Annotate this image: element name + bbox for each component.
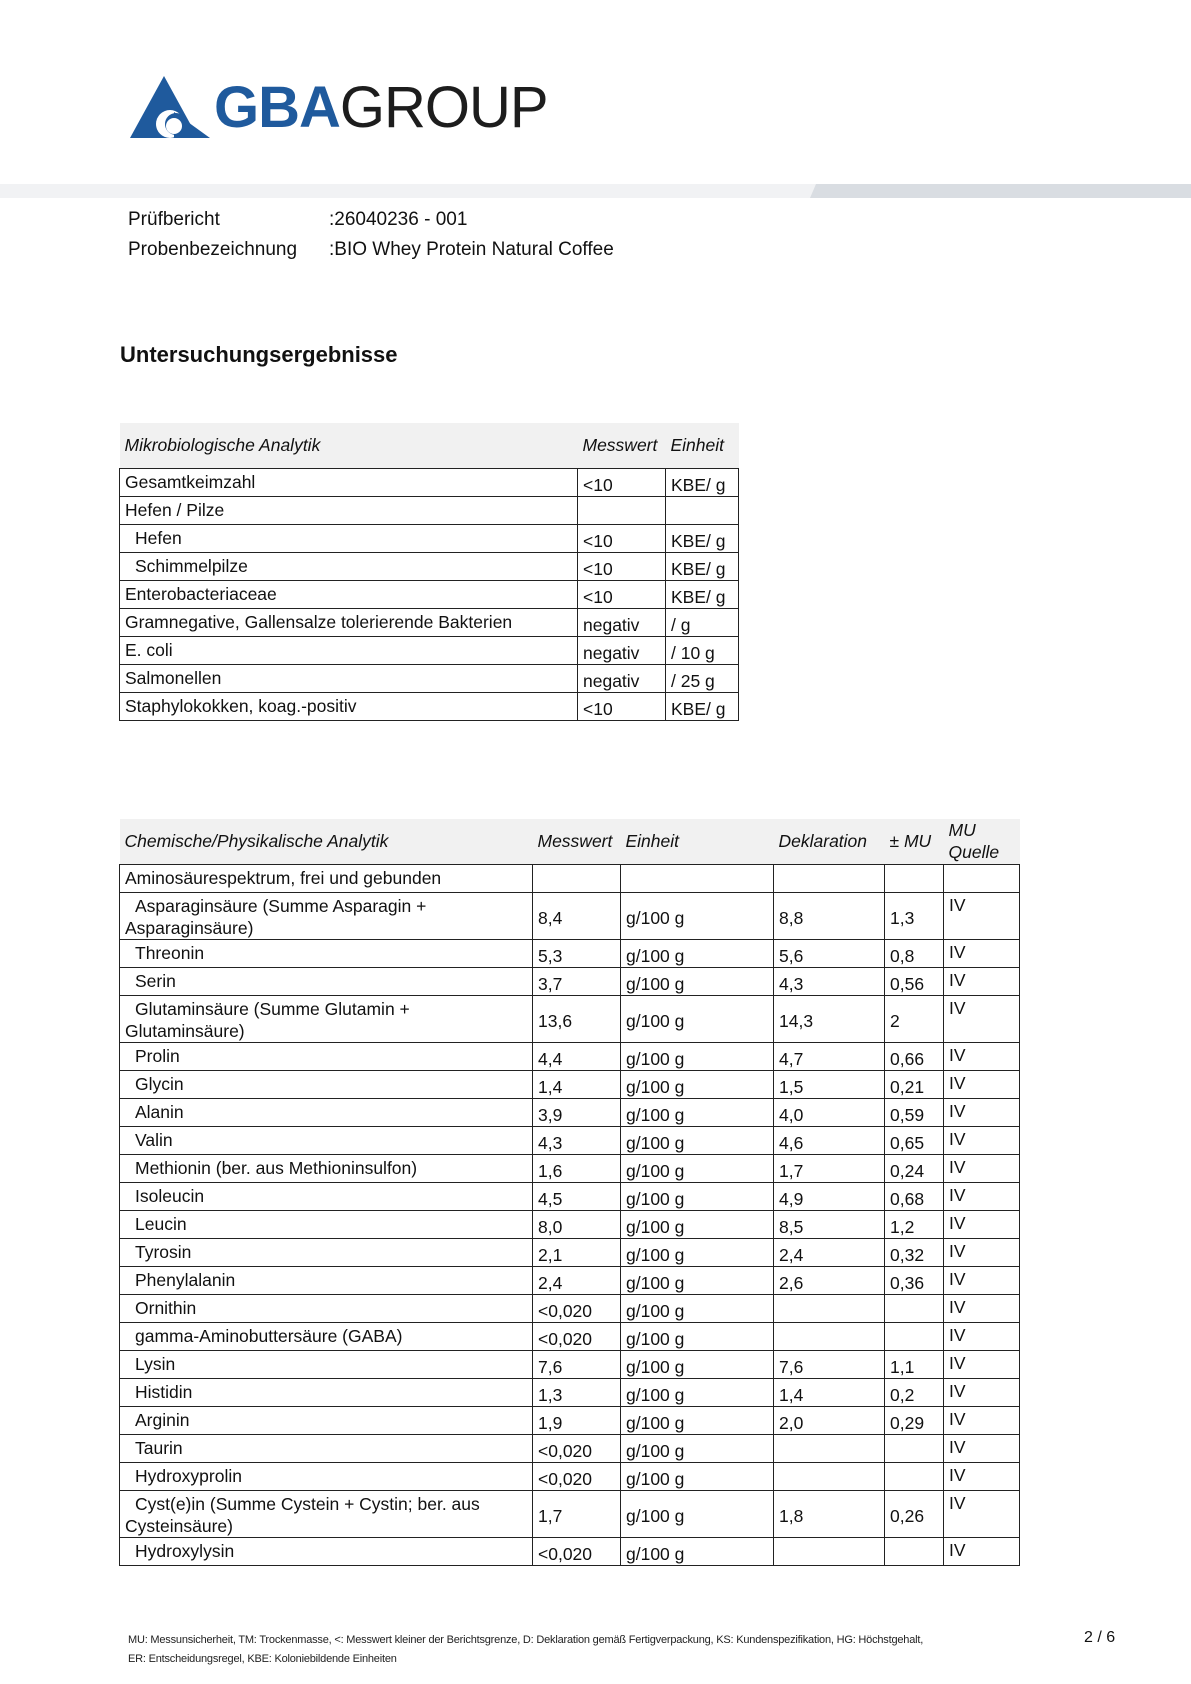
measured-value: 1,9 [533,1406,621,1434]
mu-value [885,1537,944,1565]
chem-header-value: Messwert [533,819,621,864]
unit [666,496,739,524]
analyte-name-text: Ornithin [135,1297,197,1318]
analyte-name [120,1462,533,1490]
measured-value: 1,4 [533,1070,621,1098]
mu-source: IV [944,1182,1020,1210]
analyte-name: Gesamtkeimzahl [120,468,578,496]
mu-value: 0,68 [885,1182,944,1210]
analyte-name-text: Threonin [135,942,205,963]
measured-value: 5,3 [533,939,621,967]
unit: g/100 g [621,1462,774,1490]
table-row [120,1378,1020,1406]
unit: / g [666,608,739,636]
unit: KBE/ g [666,692,739,720]
declaration [774,1434,885,1462]
analyte-name [120,939,533,967]
analyte-name-text: Serin [135,970,176,991]
measured-value: <10 [578,552,666,580]
declaration [774,1294,885,1322]
measured-value: 4,4 [533,1042,621,1070]
mu-source [944,864,1020,892]
measured-value: negativ [578,636,666,664]
analyte-name-text: Taurin [135,1437,183,1458]
measured-value: 4,5 [533,1182,621,1210]
analyte-name-continuation: Cysteinsäure) [125,1515,233,1536]
meta-label: Probenbezeichnung [128,239,298,260]
analyte-name-text: Cyst(e)in (Summe Cystein + Cystin; ber. aus [135,1493,480,1514]
page-number: 2 / 6 [1084,1629,1116,1646]
analyte-name: E. coli [120,636,578,664]
mu-source: IV [944,1070,1020,1098]
measured-value: negativ [578,608,666,636]
mu-value: 0,36 [885,1266,944,1294]
table-row [120,552,739,580]
unit: g/100 g [621,1042,774,1070]
analyte-name [120,1042,533,1070]
micro-header-name: Mikrobiologische Analytik [120,423,578,468]
table-row [120,995,1020,1042]
analyte-name: Hefen [120,524,578,552]
analyte-name-text: Hydroxyprolin [135,1465,242,1486]
table-row [120,1406,1020,1434]
unit: g/100 g [621,1378,774,1406]
table-row [120,1537,1020,1565]
measured-value: <10 [578,580,666,608]
analyte-name-continuation: Glutaminsäure) [125,1020,245,1041]
analyte-name-text: Leucin [135,1213,187,1234]
measured-value: 1,6 [533,1154,621,1182]
table-row [120,1462,1020,1490]
analyte-name: Gramnegative, Gallensalze tolerierende Bakterien [120,608,578,636]
header-strip-accent [810,184,1191,198]
table-row [120,468,739,496]
analyte-name-text: Valin [135,1129,173,1150]
declaration: 14,3 [774,995,885,1042]
measured-value: 4,3 [533,1126,621,1154]
declaration [774,1462,885,1490]
mu-value [885,1434,944,1462]
declaration: 1,8 [774,1490,885,1537]
mu-source: IV [944,1406,1020,1434]
unit: / 25 g [666,664,739,692]
table-row [120,608,739,636]
table-row [120,1154,1020,1182]
mu-source: IV [944,1294,1020,1322]
declaration: 1,5 [774,1070,885,1098]
mu-source: IV [944,1350,1020,1378]
mu-source: IV [944,1490,1020,1537]
analyte-name: Enterobacteriaceae [120,580,578,608]
analyte-name [120,1210,533,1238]
chem-header-mu-source: MU Quelle [944,819,1020,864]
unit: KBE/ g [666,552,739,580]
meta-value: :BIO Whey Protein Natural Coffee [329,239,614,260]
analyte-name [120,1490,533,1537]
table-row [120,496,739,524]
declaration: 4,3 [774,967,885,995]
mu-source: IV [944,1266,1020,1294]
analyte-name [120,1154,533,1182]
unit: g/100 g [621,1070,774,1098]
measured-value: 13,6 [533,995,621,1042]
analyte-name [120,892,533,939]
mu-value: 0,59 [885,1098,944,1126]
mu-value: 0,8 [885,939,944,967]
table-row [120,1210,1020,1238]
micro-header-value: Messwert [578,423,666,468]
analyte-name: Hefen / Pilze [120,496,578,524]
analyte-name [120,1322,533,1350]
analyte-name [120,1126,533,1154]
logo-text-gba: GBA [214,75,340,140]
table-row [120,864,1020,892]
table-row [120,580,739,608]
unit: g/100 g [621,1182,774,1210]
micro-table-header [120,423,739,468]
unit: g/100 g [621,892,774,939]
mu-source: IV [944,1126,1020,1154]
mu-value: 1,1 [885,1350,944,1378]
analyte-name [120,995,533,1042]
analyte-name [120,1434,533,1462]
declaration: 2,6 [774,1266,885,1294]
measured-value: 1,7 [533,1490,621,1537]
analyte-name-text: Prolin [135,1045,180,1066]
mu-value [885,1294,944,1322]
analyte-name-text: Lysin [135,1353,176,1374]
unit: g/100 g [621,1154,774,1182]
table-row [120,1042,1020,1070]
declaration: 4,7 [774,1042,885,1070]
mu-source: IV [944,1210,1020,1238]
mu-value: 1,3 [885,892,944,939]
meta-label: Prüfbericht [128,209,220,230]
mu-source: IV [944,995,1020,1042]
unit: g/100 g [621,1322,774,1350]
table-row [120,1322,1020,1350]
analyte-name-text: gamma-Aminobuttersäure (GABA) [135,1325,403,1346]
mu-source: IV [944,1098,1020,1126]
measured-value: <0,020 [533,1294,621,1322]
measured-value: 3,9 [533,1098,621,1126]
table-row [120,1490,1020,1537]
unit: g/100 g [621,1238,774,1266]
table-row [120,1098,1020,1126]
analyte-name [120,1266,533,1294]
unit: g/100 g [621,939,774,967]
analyte-name [120,1537,533,1565]
analyte-name: Salmonellen [120,664,578,692]
measured-value: <10 [578,524,666,552]
logo-wordmark [214,75,548,140]
declaration: 8,8 [774,892,885,939]
analyte-name-text: Histidin [135,1381,193,1402]
unit: g/100 g [621,1490,774,1537]
analyte-name: Schimmelpilze [120,552,578,580]
analyte-name-text: Tyrosin [135,1241,192,1262]
mu-value: 0,2 [885,1378,944,1406]
mu-value: 1,2 [885,1210,944,1238]
mu-value: 0,21 [885,1070,944,1098]
mu-value [885,1322,944,1350]
table-row [120,664,739,692]
unit: g/100 g [621,1266,774,1294]
unit: KBE/ g [666,580,739,608]
unit: g/100 g [621,995,774,1042]
declaration: 7,6 [774,1350,885,1378]
measured-value: <0,020 [533,1434,621,1462]
analyte-name [120,967,533,995]
measured-value: 1,3 [533,1378,621,1406]
analyte-name [120,1070,533,1098]
analyte-name-text: Alanin [135,1101,184,1122]
measured-value: <0,020 [533,1537,621,1565]
logo-text-group: GROUP [339,75,548,140]
analyte-name [120,1182,533,1210]
unit: g/100 g [621,1294,774,1322]
analyte-name [120,1378,533,1406]
table-row [120,1266,1020,1294]
unit: g/100 g [621,1126,774,1154]
table-row [120,1238,1020,1266]
measured-value: <0,020 [533,1462,621,1490]
table-row [120,1070,1020,1098]
unit: g/100 g [621,1210,774,1238]
section-title: Untersuchungsergebnisse [120,342,398,367]
measured-value: 3,7 [533,967,621,995]
table-row [120,892,1020,939]
analyte-name-text: Aminosäurespektrum, frei und gebunden [125,867,442,888]
mu-source: IV [944,892,1020,939]
footer-legend-line: MU: Messunsicherheit, TM: Trockenmasse, <: Messwert kleiner der Berichtsgrenze, D: Deklaration gemäß Fertigverpackung, KS: Kundenspezifikation, HG: Höchstgehalt, [128,1634,924,1646]
analyte-name-text: Glutaminsäure (Summe Glutamin + [135,998,410,1019]
unit: g/100 g [621,1098,774,1126]
footer-legend [128,1631,988,1669]
measured-value: <0,020 [533,1322,621,1350]
mu-source: IV [944,1537,1020,1565]
measured-value: 8,0 [533,1210,621,1238]
company-logo [130,70,560,150]
analyte-name-text: Hydroxylysin [135,1540,235,1561]
declaration: 4,9 [774,1182,885,1210]
measured-value [533,864,621,892]
table-row [120,692,739,720]
analyte-name [120,1294,533,1322]
unit: KBE/ g [666,468,739,496]
analyte-name-text: Arginin [135,1409,190,1430]
analyte-name-text: Isoleucin [135,1185,205,1206]
unit: / 10 g [666,636,739,664]
chem-header-declaration: Deklaration [774,819,885,864]
measured-value: 8,4 [533,892,621,939]
mu-value [885,1462,944,1490]
mu-value: 0,29 [885,1406,944,1434]
table-row [120,1294,1020,1322]
analyte-name-text: Glycin [135,1073,184,1094]
declaration [774,864,885,892]
declaration [774,1537,885,1565]
declaration: 8,5 [774,1210,885,1238]
analyte-name [120,1238,533,1266]
unit: KBE/ g [666,524,739,552]
measured-value: 2,1 [533,1238,621,1266]
analyte-name-text: Methionin (ber. aus Methioninsulfon) [135,1157,418,1178]
unit: g/100 g [621,1537,774,1565]
declaration [774,1322,885,1350]
logo-mark-icon [130,76,210,140]
footer-legend-line: ER: Entscheidungsregel, KBE: Koloniebildende Einheiten [128,1653,397,1665]
measured-value: 2,4 [533,1266,621,1294]
mu-source: IV [944,1462,1020,1490]
analyte-name [120,1350,533,1378]
mu-value: 0,24 [885,1154,944,1182]
measured-value: negativ [578,664,666,692]
chem-table [119,819,1020,1566]
unit: g/100 g [621,967,774,995]
mu-value: 0,65 [885,1126,944,1154]
declaration: 2,4 [774,1238,885,1266]
declaration: 1,4 [774,1378,885,1406]
table-row [120,524,739,552]
analyte-name-text: Phenylalanin [135,1269,236,1290]
table-row [120,939,1020,967]
measured-value [578,496,666,524]
table-row [120,1182,1020,1210]
analyte-name: Staphylokokken, koag.-positiv [120,692,578,720]
declaration: 5,6 [774,939,885,967]
mu-source: IV [944,939,1020,967]
mu-source: IV [944,1322,1020,1350]
unit: g/100 g [621,1406,774,1434]
analyte-name [120,864,533,892]
table-row [120,1126,1020,1154]
chem-header-mu: ± MU [885,819,944,864]
mu-value: 2 [885,995,944,1042]
mu-value: 0,32 [885,1238,944,1266]
chem-header-unit: Einheit [621,819,774,864]
mu-value: 0,56 [885,967,944,995]
table-row [120,1434,1020,1462]
mu-value [885,864,944,892]
chem-header-name: Chemische/Physikalische Analytik [120,819,533,864]
mu-source: IV [944,967,1020,995]
table-row [120,636,739,664]
measured-value: <10 [578,692,666,720]
micro-header-unit: Einheit [666,423,739,468]
table-row [120,1350,1020,1378]
mu-source: IV [944,1238,1020,1266]
analyte-name-continuation: Asparaginsäure) [125,917,254,938]
mu-value: 0,66 [885,1042,944,1070]
mu-source: IV [944,1154,1020,1182]
declaration: 4,6 [774,1126,885,1154]
mu-value: 0,26 [885,1490,944,1537]
chem-table-header [120,819,1020,864]
micro-table [119,423,739,721]
unit: g/100 g [621,1434,774,1462]
table-row [120,967,1020,995]
mu-source: IV [944,1434,1020,1462]
analyte-name [120,1098,533,1126]
measured-value: <10 [578,468,666,496]
declaration: 4,0 [774,1098,885,1126]
analyte-name [120,1406,533,1434]
mu-source: IV [944,1378,1020,1406]
declaration: 1,7 [774,1154,885,1182]
meta-value: :26040236 - 001 [329,209,468,230]
unit [621,864,774,892]
analyte-name-text: Asparaginsäure (Summe Asparagin + [135,895,427,916]
declaration: 2,0 [774,1406,885,1434]
unit: g/100 g [621,1350,774,1378]
measured-value: 7,6 [533,1350,621,1378]
mu-source: IV [944,1042,1020,1070]
